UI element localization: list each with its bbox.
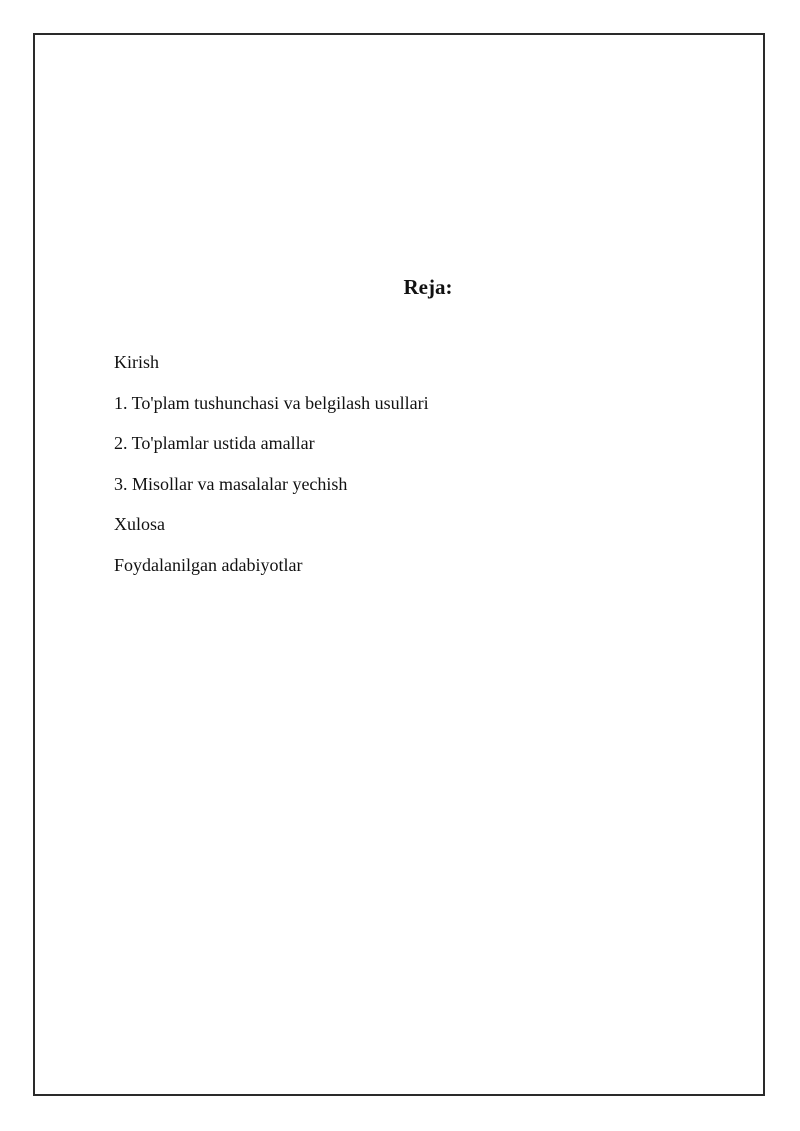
plan-item-references: Foydalanilgan adabiyotlar	[114, 554, 303, 575]
plan-list	[114, 350, 429, 593]
page-title: Reja:	[403, 275, 453, 299]
plan-item-introduction: Kirish	[114, 352, 159, 372]
plan-item-2: 2. To'plamlar ustida amallar	[114, 433, 315, 453]
plan-item-conclusion: Xulosa	[114, 514, 165, 534]
plan-item-1: 1. To'plam tushunchasi va belgilash usullari	[114, 392, 429, 413]
plan-item-3: 3. Misollar va masalalar yechish	[114, 473, 348, 494]
